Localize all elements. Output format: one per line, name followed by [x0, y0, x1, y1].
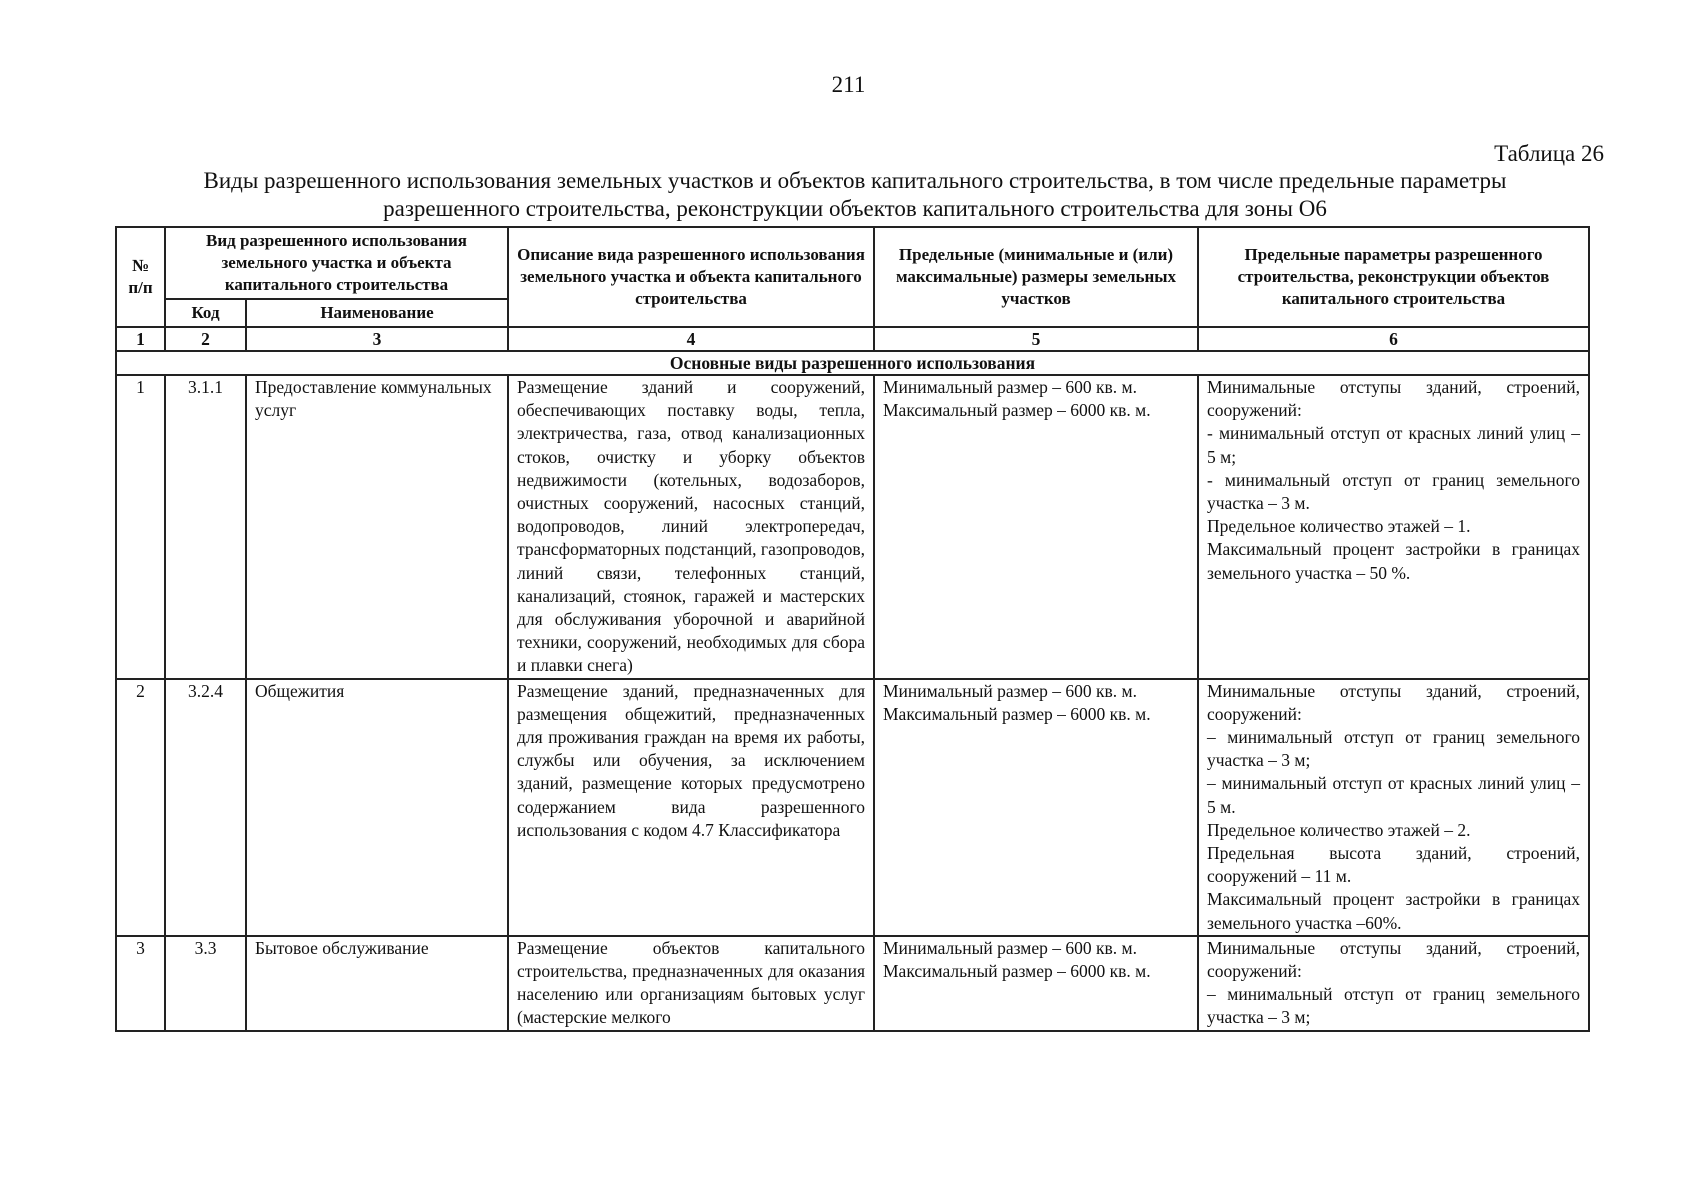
param-line: Предельное количество этажей – 2. — [1207, 819, 1471, 840]
row-num: 3 — [116, 936, 165, 1031]
column-number: 4 — [508, 327, 874, 351]
row-description: Размещение зданий, предназначенных для размещения общежитий, предназначенных для проживания граждан на время их работы, службы или обучения, за исключением зданий, размещение которых предусмотрено содержанием вида разрешенного использования с кодом 4.7 Классификатора — [508, 679, 874, 936]
row-sizes — [874, 375, 1198, 679]
size-line: Максимальный размер – 6000 кв. м. — [883, 400, 1151, 421]
header-name: Наименование — [246, 299, 508, 327]
param-line: – минимальный отступ от границ земельного участка – 3 м; — [1207, 727, 1580, 771]
param-line: Предельное количество этажей – 1. — [1207, 516, 1471, 537]
param-line: Максимальный процент застройки в границах земельного участка – 50 %. — [1207, 539, 1580, 583]
row-name: Бытовое обслуживание — [246, 936, 508, 1031]
size-line: Максимальный размер – 6000 кв. м. — [883, 961, 1151, 982]
table-number: Таблица 26 — [1494, 141, 1604, 166]
param-line: Максимальный процент застройки в границах земельного участка –60%. — [1207, 889, 1580, 933]
title-line-2: разрешенного строительства, реконструкции объектов капитального строительства для зоны О6 — [383, 196, 1327, 221]
header-vid-group: Вид разрешенного использования земельного участка и объекта капитального строительства — [165, 227, 508, 299]
column-number: 1 — [116, 327, 165, 351]
column-number: 3 — [246, 327, 508, 351]
row-params — [1198, 679, 1589, 936]
param-line: - минимальный отступ от красных линий улиц – 5 м; — [1207, 423, 1580, 467]
table-title — [120, 167, 1590, 223]
page-number: 211 — [831, 72, 866, 97]
title-line-1: Виды разрешенного использования земельных участков и объектов капитального строительства, в том числе предельные параметры — [203, 168, 1507, 193]
row-sizes — [874, 679, 1198, 936]
table-row — [116, 375, 1589, 679]
param-line: Минимальные отступы зданий, строений, сооружений: — [1207, 680, 1580, 724]
row-name: Предоставление коммунальных услуг — [246, 375, 508, 679]
header-code: Код — [165, 299, 246, 327]
column-number: 5 — [874, 327, 1198, 351]
row-code: 3.1.1 — [165, 375, 246, 679]
size-line: Минимальный размер – 600 кв. м. — [883, 680, 1137, 701]
column-number: 6 — [1198, 327, 1589, 351]
header-sizes: Предельные (минимальные и (или) максимальные) размеры земельных участков — [874, 227, 1198, 327]
param-line: - минимальный отступ от границ земельного участка – 3 м. — [1207, 469, 1580, 514]
param-line: Предельная высота зданий, строений, сооружений – 11 м. — [1207, 843, 1580, 887]
row-code: 3.2.4 — [165, 679, 246, 936]
row-description: Размещение зданий и сооружений, обеспечивающих поставку воды, тепла, электричества, газа, отвод канализационных стоков, очистку и уборку объектов недвижимости (котельных, водозаборов, очистных сооружений, насосных станций, водопроводов, линий электропередач, трансформаторных подстанций, газопроводов, линий связи, телефонных станций, канализаций, стоянок, гаражей и мастерских для обслуживания уборочной и аварийной техники, сооружений, необходимых для сбора и плавки снега) — [508, 375, 874, 679]
header-description: Описание вида разрешенного использования земельного участка и объекта капитального строительства — [508, 227, 874, 327]
header-params: Предельные параметры разрешенного строительства, реконструкции объектов капитального строительства — [1198, 227, 1589, 327]
regulations-table — [115, 226, 1590, 1032]
row-num: 1 — [116, 375, 165, 679]
param-line: – минимальный отступ от красных линий улиц – 5 м. — [1207, 773, 1580, 817]
row-params — [1198, 375, 1589, 679]
row-sizes — [874, 936, 1198, 1031]
header-num: № п/п — [116, 227, 165, 327]
row-description: Размещение объектов капитального строительства, предназначенных для оказания населению или организациям бытовых услуг (мастерские мелкого — [508, 936, 874, 1031]
row-name: Общежития — [246, 679, 508, 936]
row-num: 2 — [116, 679, 165, 936]
column-numbers-row — [116, 327, 1589, 351]
section-title: Основные виды разрешенного использования — [116, 351, 1589, 375]
size-line: Максимальный размер – 6000 кв. м. — [883, 703, 1151, 724]
row-params — [1198, 936, 1589, 1031]
table-row — [116, 936, 1589, 1031]
section-row — [116, 351, 1589, 375]
column-number: 2 — [165, 327, 246, 351]
table-row — [116, 679, 1589, 936]
param-line: – минимальный отступ от границ земельного участка – 3 м; — [1207, 984, 1580, 1028]
row-code: 3.3 — [165, 936, 246, 1031]
size-line: Минимальный размер – 600 кв. м. — [883, 937, 1137, 958]
size-line: Минимальный размер – 600 кв. м. — [883, 377, 1137, 397]
param-line: Минимальные отступы зданий, строений, сооружений: — [1207, 937, 1580, 982]
param-line: Минимальные отступы зданий, строений, сооружений: — [1207, 377, 1580, 421]
